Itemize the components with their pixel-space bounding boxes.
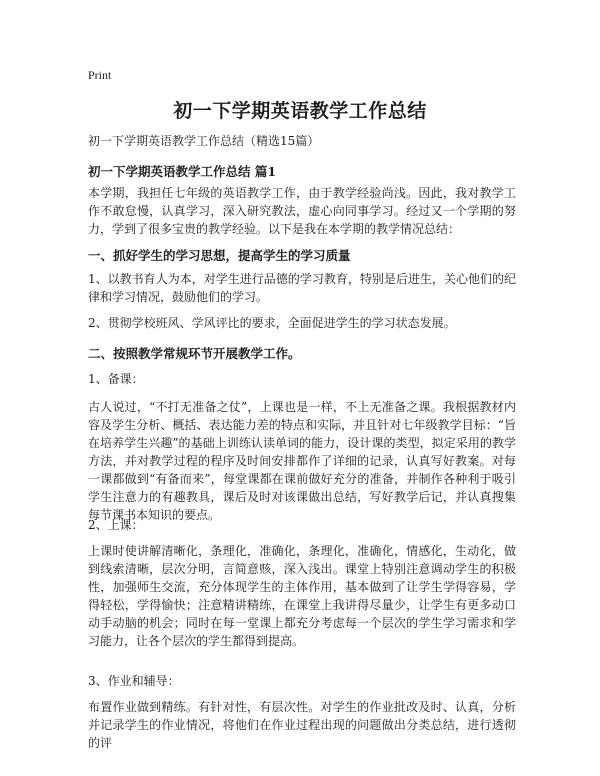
item-2-label: 2、上课：: [88, 518, 144, 532]
section-1-paragraph-2: 2、贯彻学校班风、学风评比的要求，全面促进学生的学习状态发展。: [88, 316, 456, 330]
item-2-paragraph: 上课时使讲解清晰化，条理化，准确化，条理化，准确化，情感化，生动化，做到线索清晰，层次分明，言简意赅，深入浅出。课堂上特别注意调动学生的积极性，加强师生交流，充分体现学生的主体作用，基本做到了让学生学得容易，学得轻松，学得愉快；注意精讲精练，在课堂上我讲得尽量少，让学生有更多动口动手动脑的机会；同时在每一堂课上都充分考虑每一个层次的学生学习需求和学习能力，让各个层次的学生都得到提高。: [88, 544, 516, 648]
section-1-paragraph-1: 1、以教书育人为本，对学生进行品德的学习教育，特别是后进生，关心他们的纪律和学习情况，鼓励他们的学习。: [88, 272, 516, 304]
item-1-label: 1、备课：: [88, 372, 144, 386]
section-2-heading: 二、按照教学常规环节开展教学工作。: [88, 346, 301, 361]
document-title: 初一下学期英语教学工作总结: [173, 100, 427, 122]
item-3-label: 3、作业和辅导：: [88, 674, 180, 688]
item-1-paragraph: 古人说过，“不打无准备之仗”，上课也是一样，不上无准备之课。我根据教材内容及学生分析、概括、表达能力差的特点和实际，并且针对七年级教学目标：“旨在培养学生兴趣”的基础上训练认读单词的能力，设计课的类型，拟定采用的教学方法，并对教学过程的程序及时间安排都作了详细的记录，认真写好教案。对每一课都做到“有备而来”，每堂课都在课前做好充分的准备，并制作各种利于吸引学生注意力的有趣教具，课后及时对该课做出总结，写好教学后记，并认真搜集每节课书本知识的要点。: [88, 400, 516, 522]
print-link[interactable]: Print: [88, 68, 112, 82]
document-subtitle: 初一下学期英语教学工作总结（精选15篇）: [88, 134, 320, 148]
section-1-heading: 一、抓好学生的学习思想，提高学生的学习质量: [88, 248, 351, 263]
item-3-paragraph: 布置作业做到精练。有针对性，有层次性。对学生的作业批改及时、认真，分析并记录学生的作业情况，将他们在作业过程出现的问题做出分类总结，进行透彻的评: [88, 700, 516, 750]
article-heading: 初一下学期英语教学工作总结 篇1: [88, 164, 277, 179]
intro-paragraph: 本学期，我担任七年级的英语教学工作，由于教学经验尚浅。因此，我对教学工作不敢怠慢，认真学习，深入研究教法，虚心向同事学习。经过又一个学期的努力，学到了很多宝贵的教学经验。以下是我在本学期的教学情况总结：: [88, 186, 516, 236]
